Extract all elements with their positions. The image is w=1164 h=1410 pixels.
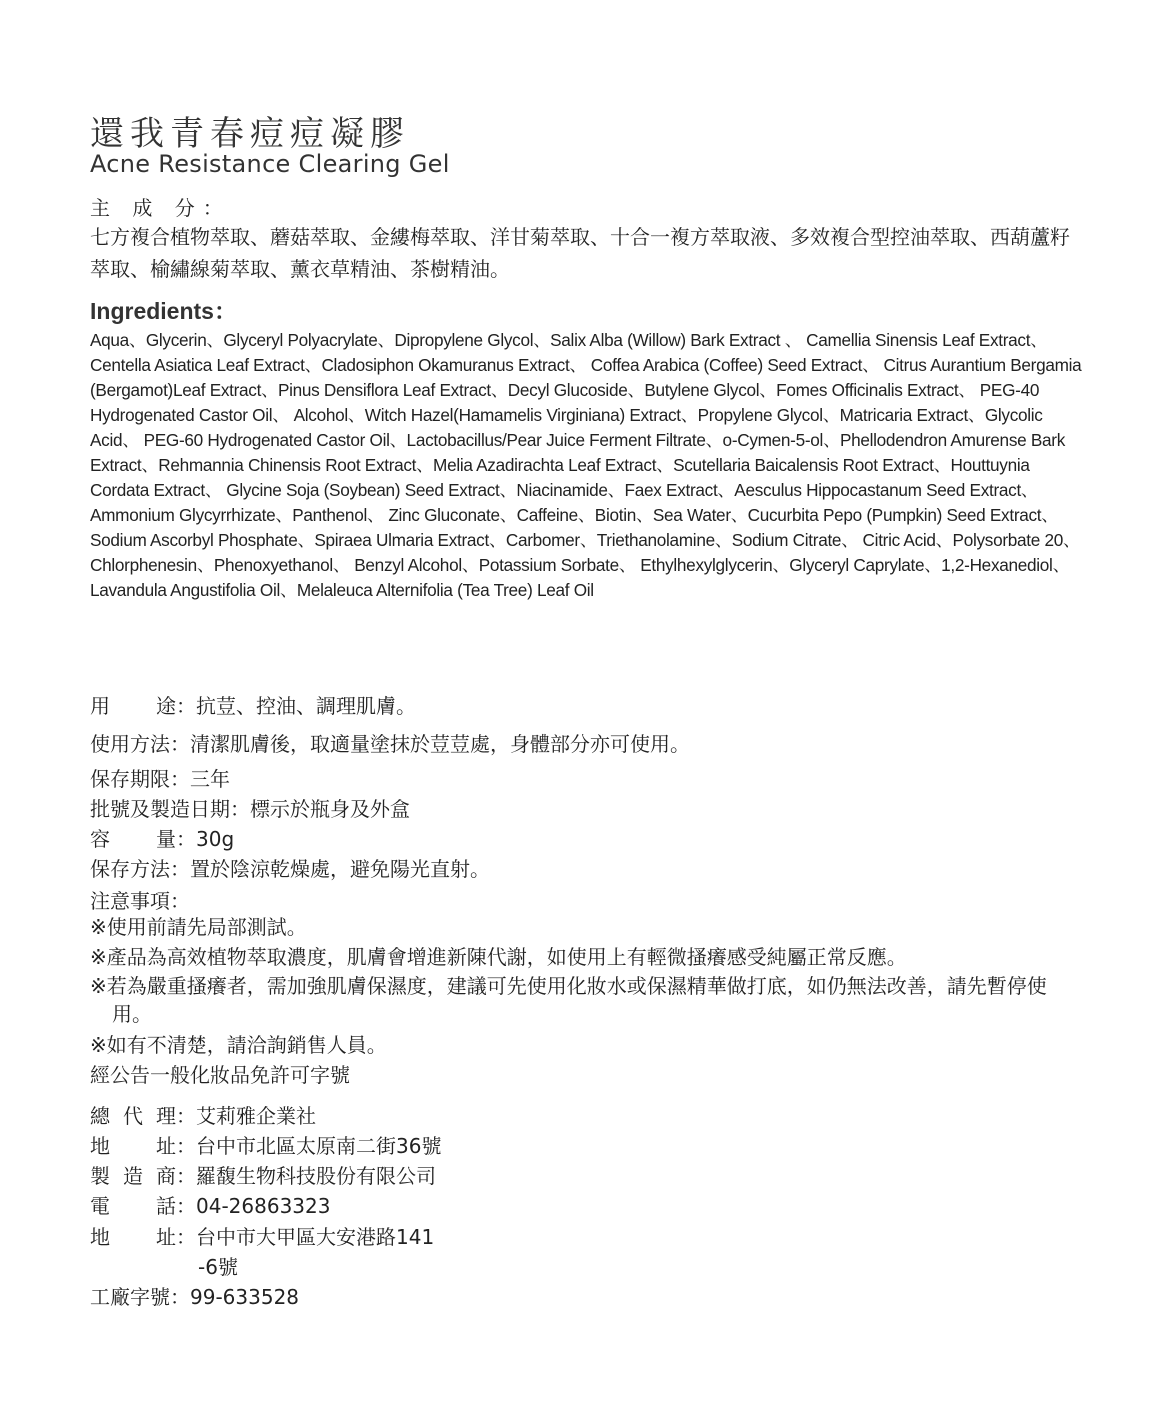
maker-label: 製 造 商: [90, 1164, 176, 1188]
product-title-en: Acne Resistance Clearing Gel: [90, 150, 450, 178]
factory-row: [90, 1281, 299, 1310]
factory-value: ：99-633528: [170, 1285, 300, 1309]
method-row: [90, 728, 690, 757]
storage-value: ：置於陰涼乾燥處，避免陽光直射。: [170, 857, 490, 881]
ingredients-zh-label: 主 成 分：: [90, 196, 231, 220]
ingredients-en-text: Aqua、Glycerin、Glyceryl Polyacrylate、Dipropylene Glycol、Salix Alba (Willow) Bark Extract 、 Camellia Sinensis Leaf Extract、Centella Asiatica Leaf Extract、Cladosiphon Okamuranus Extract、 Coffea Arabica (Coffee) Seed Extract、 Citrus Aurantium Bergamia (Bergamot)Leaf Extract、Pinus Densiflora Leaf Extract、Decyl Glucoside、Butylene Glycol、Fomes Officinalis Extract、 PEG-40 Hydrogenated Castor Oil、 Alcohol、Witch Hazel(Hamamelis Virginiana) Extract、Propylene Glycol、Matricaria Extract、Glycolic Acid、 PEG-60 Hydrogenated Castor Oil、Lactobacillus/Pear Juice Ferment Filtrate、o-Cymen-5-ol、Phellodendron Amurense Bark Extract、Rehmannia Chinensis Root Extract、Melia Azadirachta Leaf Extract、Scutellaria Baicalensis Root Extract、Houttuynia Cordata Extract、 Glycine Soja (Soybean) Seed Extract、Niacinamide、Faex Extract、Aesculus Hippocastanum Seed Extract、 Ammonium Glycyrrhizate、Panthenol、 Zinc Gluconate、Caffeine、Biotin、Sea Water、Cucurbita Pepo (Pumpkin) Seed Extract、Sodium Ascorbyl Phosphate、Spiraea Ulmaria Extract、Carbomer、Triethanolamine、Sodium Citrate、 Citric Acid、Polysorbate 20、 Chlorphenesin、Phenoxyethanol、 Benzyl Alcohol、Potassium Sorbate、 Ethylhexylglycerin、Glyceryl Caprylate、1,2-Hexanediol、Lavandula Angustifolia Oil、Melaleuca Alternifolia (Tea Tree) Leaf Oil: [90, 330, 1082, 600]
storage-label: 保存方法: [90, 857, 170, 881]
batch-row: [90, 793, 410, 822]
phone-value: ：04-26863323: [176, 1194, 331, 1218]
maker-address-label: 地 址: [90, 1225, 177, 1249]
method-value: ：清潔肌膚後，取適量塗抹於荳荳處，身體部分亦可使用。: [170, 732, 690, 756]
ingredients-zh-text: 七方複合植物萃取、蘑菇萃取、金縷梅萃取、洋甘菊萃取、十合一複方萃取液、多效複合型控油萃取、西葫蘆籽萃取、榆繡線菊萃取、薰衣草精油、茶樹精油。: [90, 225, 1070, 281]
agent-address-value: ：台中市北區太原南二街36號: [176, 1134, 442, 1158]
shelf-life-row: [90, 763, 230, 792]
maker-address-continuation: -6號: [198, 1255, 238, 1279]
purpose-label: 用 途: [90, 694, 177, 718]
method-label: 使用方法: [90, 732, 170, 756]
volume-label: 容 量: [90, 827, 177, 851]
purpose-row: [90, 690, 416, 719]
product-title-zh: 還我青春痘痘凝膠: [90, 114, 410, 154]
batch-value: ：標示於瓶身及外盒: [230, 797, 410, 821]
phone-label: 電 話: [90, 1194, 177, 1218]
storage-row: [90, 853, 490, 882]
batch-label: 批號及製造日期: [90, 797, 230, 821]
agent-label: 總 代 理: [90, 1104, 176, 1128]
maker-address-row: [90, 1221, 434, 1250]
factory-label: 工廠字號: [90, 1285, 170, 1309]
shelf-life-value: ：三年: [170, 767, 230, 791]
license-text: 經公告一般化妝品免許可字號: [90, 1063, 350, 1087]
agent-row: [90, 1100, 316, 1129]
agent-value: ：艾莉雅企業社: [176, 1104, 316, 1128]
maker-address-value: ：台中市大甲區大安港路141: [176, 1225, 435, 1249]
volume-value: ：30g: [176, 827, 235, 851]
note-item: ※產品為高效植物萃取濃度，肌膚會增進新陳代謝，如使用上有輕微搔癢感受純屬正常反應。: [90, 945, 907, 969]
volume-row: [90, 823, 234, 852]
phone-row: [90, 1190, 330, 1219]
note-item: ※若為嚴重搔癢者，需加強肌膚保濕度，建議可先使用化妝水或保濕精華做打底，如仍無法改善，請先暫停使用。: [90, 974, 1047, 1026]
notes-label: 注意事項：: [90, 889, 190, 913]
shelf-life-label: 保存期限: [90, 767, 170, 791]
ingredients-en-label: Ingredients：: [90, 298, 237, 324]
maker-row: [90, 1160, 436, 1189]
agent-address-row: [90, 1130, 441, 1159]
maker-value: ：羅馥生物科技股份有限公司: [176, 1164, 436, 1188]
purpose-value: ：抗荳、控油、調理肌膚。: [176, 694, 416, 718]
note-item: ※如有不清楚，請洽詢銷售人員。: [90, 1033, 387, 1057]
agent-address-label: 地 址: [90, 1134, 177, 1158]
note-item: ※使用前請先局部測試。: [90, 915, 307, 939]
